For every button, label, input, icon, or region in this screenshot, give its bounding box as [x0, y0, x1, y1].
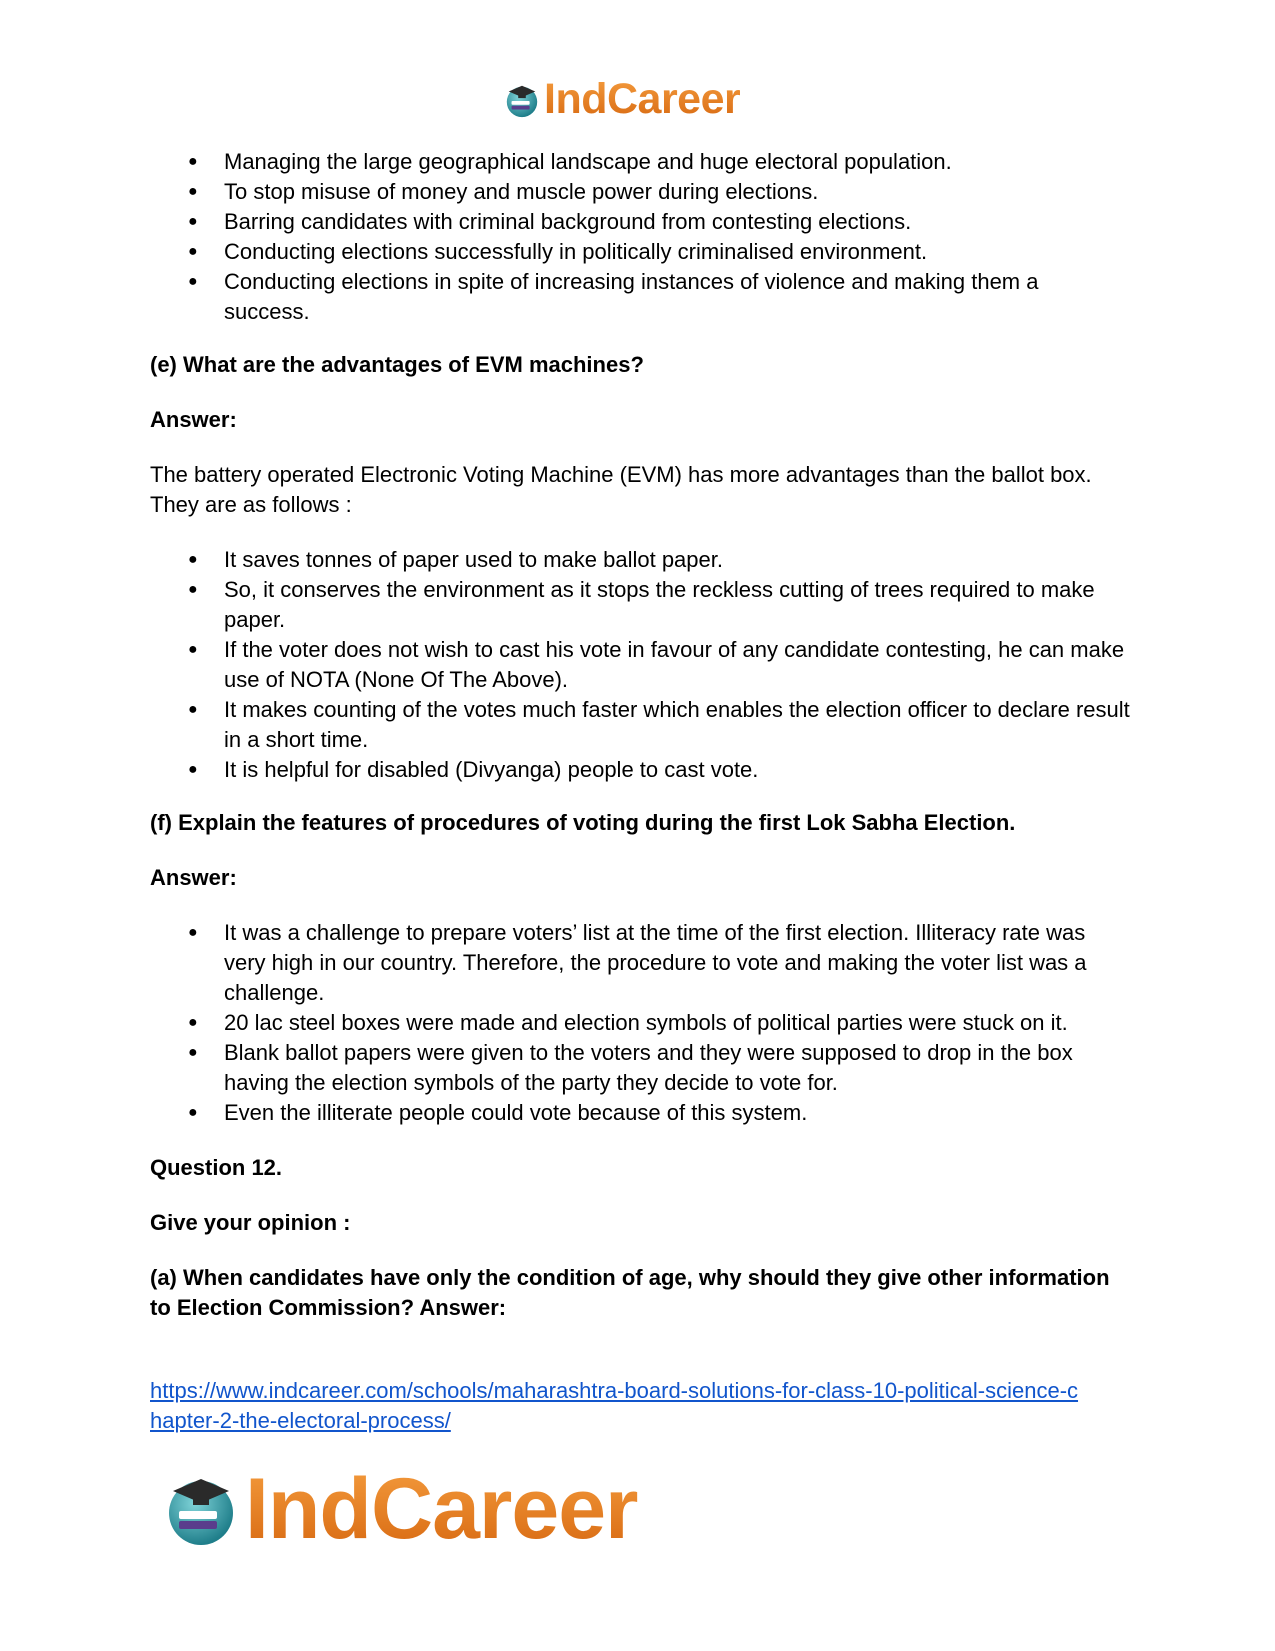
- logo-wordmark: IndCareer: [245, 1461, 638, 1557]
- first-election-list: [150, 918, 1130, 1128]
- graduation-globe-icon: [503, 81, 541, 119]
- list-item: ● 20 lac steel boxes were made and election symbols of political parties were stuck on it.: [150, 1008, 1130, 1038]
- header-logo: [503, 75, 741, 123]
- list-item: ● It saves tonnes of paper used to make ballot paper.: [150, 545, 1130, 575]
- question-f-heading: (f) Explain the features of procedures of voting during the first Lok Sabha Election.: [150, 810, 1016, 835]
- source-url-link[interactable]: [150, 1376, 1130, 1436]
- give-opinion-heading: Give your opinion :: [150, 1210, 351, 1235]
- footer-logo: [161, 1461, 638, 1557]
- list-item: ● Conducting elections successfully in politically criminalised environment.: [150, 237, 1130, 267]
- list-item: ● To stop misuse of money and muscle power during elections.: [150, 177, 1130, 207]
- challenges-list: [150, 147, 1130, 327]
- answer-label: Answer:: [150, 865, 237, 890]
- evm-advantages-list: [150, 545, 1130, 785]
- logo-wordmark: IndCareer: [544, 75, 741, 123]
- source-url-line-1: https://www.indcareer.com/schools/maharashtra-board-solutions-for-class-10-political-science-c: [150, 1378, 1079, 1403]
- graduation-globe-icon: [161, 1469, 241, 1549]
- list-item: ● Even the illiterate people could vote because of this system.: [150, 1098, 1130, 1128]
- list-item: ● It is helpful for disabled (Divyanga) people to cast vote.: [150, 755, 1130, 785]
- list-item: ● Barring candidates with criminal background from contesting elections.: [150, 207, 1130, 237]
- question-e-heading: (e) What are the advantages of EVM machines?: [150, 352, 644, 377]
- list-item: ● If the voter does not wish to cast his vote in favour of any candidate contesting, he can make use of NOTA (None Of The Above).: [150, 635, 1130, 695]
- evm-intro-paragraph: The battery operated Electronic Voting Machine (EVM) has more advantages than the ballot box. They are as follows :: [150, 462, 1092, 517]
- source-url-line-2: hapter-2-the-electoral-process/: [150, 1408, 451, 1433]
- list-item: ● So, it conserves the environment as it stops the reckless cutting of trees required to make paper.: [150, 575, 1130, 635]
- document-body: [150, 147, 1130, 1436]
- list-item: ● Managing the large geographical landscape and huge electoral population.: [150, 147, 1130, 177]
- answer-label: Answer:: [150, 407, 237, 432]
- list-item: ● Conducting elections in spite of increasing instances of violence and making them a success.: [150, 267, 1130, 327]
- list-item: ● It makes counting of the votes much faster which enables the election officer to declare result in a short time.: [150, 695, 1130, 755]
- list-item: ● It was a challenge to prepare voters’ list at the time of the first election. Illiteracy rate was very high in our country. Therefore, the procedure to vote and making the voter list was a challenge.: [150, 918, 1130, 1008]
- question-a-heading: (a) When candidates have only the condition of age, why should they give other information to Election Commission? Answer:: [150, 1265, 1110, 1320]
- list-item: ● Blank ballot papers were given to the voters and they were supposed to drop in the box having the election symbols of the party they decide to vote for.: [150, 1038, 1130, 1098]
- question-12-heading: Question 12.: [150, 1155, 283, 1180]
